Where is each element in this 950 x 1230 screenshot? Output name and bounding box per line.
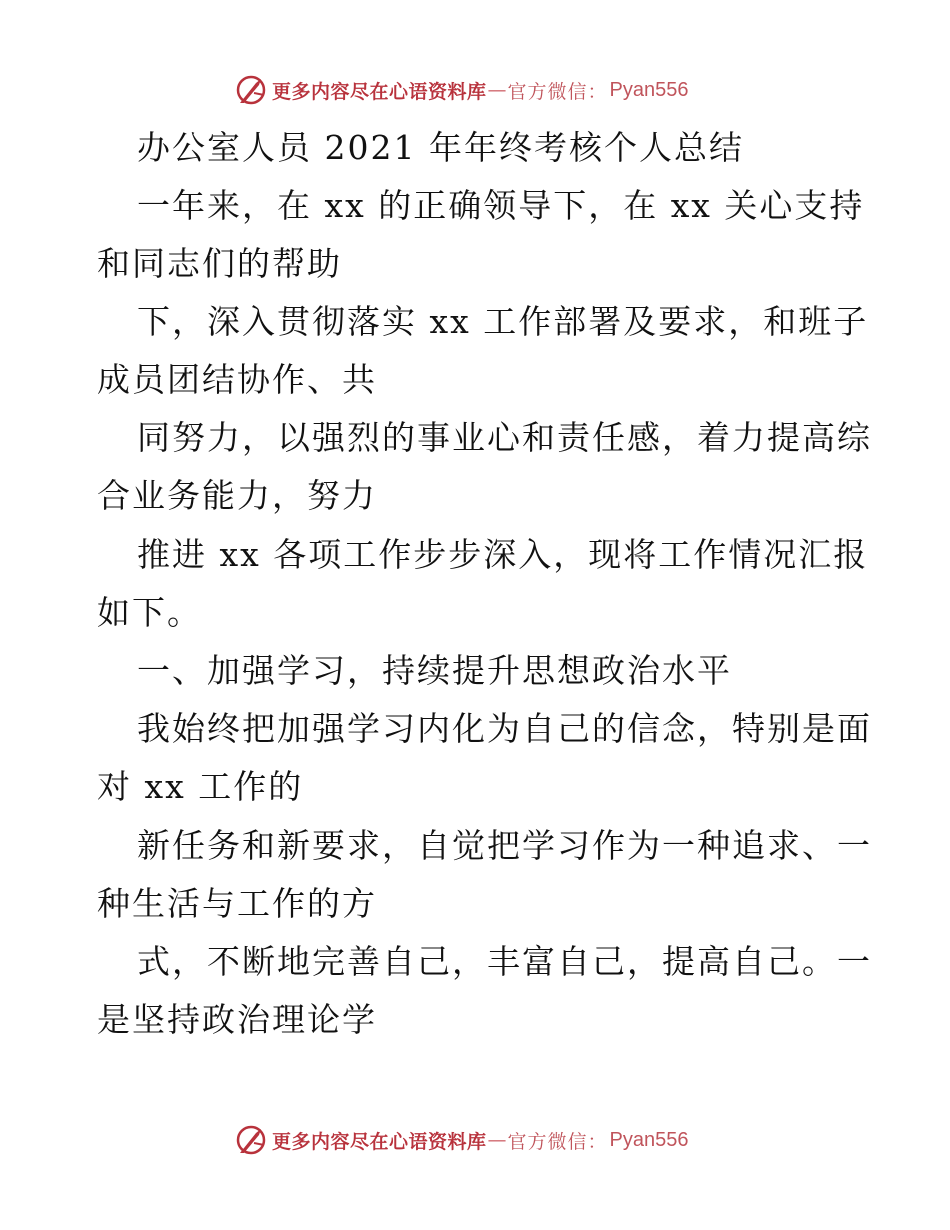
paragraph-line: 对 xx 工作的 [97,767,304,806]
paragraph-line: 种生活与工作的方 [97,884,377,923]
paragraph-line: 同努力，以强烈的事业心和责任感，着力提高综 [137,418,872,457]
quill-logo-icon [234,1123,268,1157]
watermark-dash: — [487,1129,507,1151]
paragraph-line: 如下。 [97,593,202,632]
paragraph-line: 我始终把加强学习内化为自己的信念，特别是面 [137,709,872,748]
paragraph-line: 和同志们的帮助 [97,244,342,283]
quill-logo-icon [234,73,268,107]
watermark-text: 更多内容尽在心语资料库 [272,80,487,103]
watermark-wechat-id: Pyan556 [609,1128,689,1151]
paragraph-line: 下，深入贯彻落实 xx 工作部署及要求，和班子 [137,302,869,341]
paragraph-line: 一年来，在 xx 的正确领导下，在 xx 关心支持 [137,186,865,225]
watermark-text: 更多内容尽在心语资料库 [272,1130,487,1153]
footer-watermark [234,1123,689,1157]
watermark-dash: — [487,79,507,101]
paragraph-line: 成员团结协作、共 [97,360,377,399]
paragraph-line: 是坚持政治理论学 [97,1000,377,1039]
header-watermark [234,73,689,107]
paragraph-line: 推进 xx 各项工作步步深入，现将工作情况汇报 [137,535,869,574]
watermark-wechat-id: Pyan556 [609,78,689,101]
document-title: 办公室人员 2021 年年终考核个人总结 [137,128,744,167]
paragraph-line: 式，不断地完善自己，丰富自己，提高自己。一 [137,942,872,981]
watermark-official-label: 官方微信： [507,1130,608,1153]
paragraph-line: 合业务能力，努力 [97,476,377,515]
section-heading: 一、加强学习，持续提升思想政治水平 [137,651,732,690]
watermark-official-label: 官方微信： [507,80,608,103]
paragraph-line: 新任务和新要求，自觉把学习作为一种追求、一 [137,826,872,865]
